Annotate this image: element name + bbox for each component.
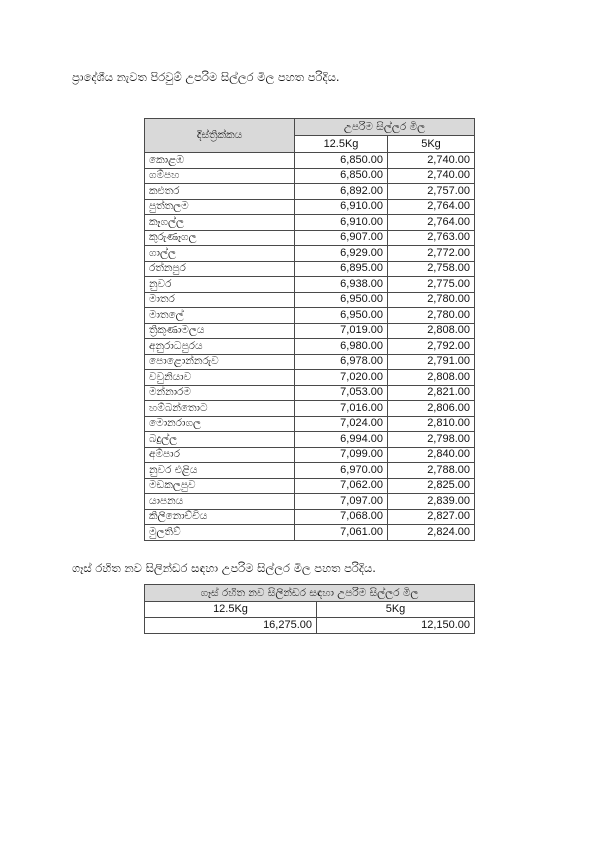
price-12-5kg: 6,929.00 [295,246,388,262]
table-row [145,184,475,200]
table-row [145,494,475,510]
price-5kg: 12,150.00 [317,618,475,634]
price-12-5kg: 7,020.00 [295,370,388,386]
table-row [145,308,475,324]
district-name: කොළඹ [145,153,295,169]
table-header-row [145,119,475,136]
district-name: මාතර [145,292,295,308]
table-row [145,246,475,262]
price-12-5kg: 7,019.00 [295,323,388,339]
price-5kg: 2,740.00 [388,153,475,169]
table-row [145,339,475,355]
district-name: ගාල්ල [145,246,295,262]
new-cylinder-price-header: ගෑස් රහිත නව සිලින්ඩර සඳහා උපරිම සිල්ලර මිල [145,585,475,602]
district-name: හම්බන්තොට [145,401,295,417]
column-header-5kg: 5Kg [317,602,475,618]
price-5kg: 2,798.00 [388,432,475,448]
new-cylinder-price-table [144,584,475,634]
price-12-5kg: 6,907.00 [295,230,388,246]
table-row [145,618,475,634]
price-5kg: 2,806.00 [388,401,475,417]
table-row [145,230,475,246]
price-12-5kg: 6,980.00 [295,339,388,355]
price-12-5kg: 6,910.00 [295,199,388,215]
price-5kg: 2,840.00 [388,447,475,463]
price-12-5kg: 7,099.00 [295,447,388,463]
column-header-12-5kg: 12.5Kg [295,136,388,153]
column-header-5kg: 5Kg [388,136,475,153]
price-5kg: 2,764.00 [388,199,475,215]
price-12-5kg: 6,850.00 [295,153,388,169]
table-row [145,525,475,541]
price-12-5kg: 7,053.00 [295,385,388,401]
price-12-5kg: 7,024.00 [295,416,388,432]
column-header-12-5kg: 12.5Kg [145,602,317,618]
price-12-5kg: 6,938.00 [295,277,388,293]
price-12-5kg: 7,097.00 [295,494,388,510]
district-name: කෑගල්ල [145,215,295,231]
table-row [145,277,475,293]
price-5kg: 2,825.00 [388,478,475,494]
district-name: බදුල්ල [145,432,295,448]
table-row [145,478,475,494]
price-5kg: 2,780.00 [388,292,475,308]
price-5kg: 2,780.00 [388,308,475,324]
table-header-row [145,585,475,602]
district-name: රත්නපුර [145,261,295,277]
price-12-5kg: 7,016.00 [295,401,388,417]
price-5kg: 2,757.00 [388,184,475,200]
table-row [145,215,475,231]
district-name: වවුනියාව [145,370,295,386]
price-5kg: 2,791.00 [388,354,475,370]
district-name: ත්‍රිකුණාමලය [145,323,295,339]
table-row [145,385,475,401]
price-12-5kg: 7,061.00 [295,525,388,541]
price-12-5kg: 6,950.00 [295,292,388,308]
price-12-5kg: 6,895.00 [295,261,388,277]
table-subheader-row [145,602,475,618]
price-12-5kg: 6,910.00 [295,215,388,231]
price-5kg: 2,775.00 [388,277,475,293]
price-5kg: 2,763.00 [388,230,475,246]
price-12-5kg: 6,994.00 [295,432,388,448]
price-5kg: 2,808.00 [388,370,475,386]
district-name: යාපනය [145,494,295,510]
district-name: පුත්තලම [145,199,295,215]
table-row [145,416,475,432]
district-name: කුරුණෑගල [145,230,295,246]
price-12-5kg: 7,068.00 [295,509,388,525]
price-5kg: 2,788.00 [388,463,475,479]
price-5kg: 2,808.00 [388,323,475,339]
district-name: අනුරාධපුරය [145,339,295,355]
district-name: ගම්පහ [145,168,295,184]
table-row [145,370,475,386]
table-row [145,463,475,479]
price-12-5kg: 7,062.00 [295,478,388,494]
price-12-5kg: 16,275.00 [145,618,317,634]
price-12-5kg: 6,850.00 [295,168,388,184]
district-name: මඩකලපුව [145,478,295,494]
table-row [145,401,475,417]
price-12-5kg: 6,950.00 [295,308,388,324]
district-name: මාතලේ [145,308,295,324]
table-row [145,323,475,339]
table-row [145,153,475,169]
district-column-header: දිස්ත්‍රික්කය [145,119,295,153]
table-row [145,509,475,525]
table-row [145,261,475,277]
table-row [145,432,475,448]
table-row [145,199,475,215]
price-5kg: 2,821.00 [388,385,475,401]
table-row [145,168,475,184]
district-name: මුලතිව් [145,525,295,541]
district-name: අම්පාර [145,447,295,463]
table-row [145,354,475,370]
new-cylinder-price-heading: ගෑස් රහිත නව සිලින්ඩර සඳහා උපරිම සිල්ලර මිල පහත පරිදිය. [72,561,376,575]
price-5kg: 2,839.00 [388,494,475,510]
district-name: මන්නාරම [145,385,295,401]
table-row [145,292,475,308]
district-name: කළුතර [145,184,295,200]
refill-price-table [144,118,475,541]
district-name: නුවර [145,277,295,293]
district-name: නුවර එළිය [145,463,295,479]
price-12-5kg: 6,892.00 [295,184,388,200]
price-5kg: 2,764.00 [388,215,475,231]
max-retail-price-header: උපරිම සිල්ලර මිල [295,119,475,136]
price-5kg: 2,772.00 [388,246,475,262]
price-5kg: 2,792.00 [388,339,475,355]
refill-price-heading: ප්‍රාදේශීය නැවත පිරවුම් උපරිම සිල්ලර මිල පහත පරිදිය. [72,70,340,84]
price-5kg: 2,740.00 [388,168,475,184]
price-5kg: 2,810.00 [388,416,475,432]
price-5kg: 2,827.00 [388,509,475,525]
district-name: මොනරාගල [145,416,295,432]
price-5kg: 2,758.00 [388,261,475,277]
price-5kg: 2,824.00 [388,525,475,541]
district-name: පොළොන්නරුව [145,354,295,370]
table-row [145,447,475,463]
price-12-5kg: 6,978.00 [295,354,388,370]
price-12-5kg: 6,970.00 [295,463,388,479]
district-name: කිලිනොච්චිය [145,509,295,525]
